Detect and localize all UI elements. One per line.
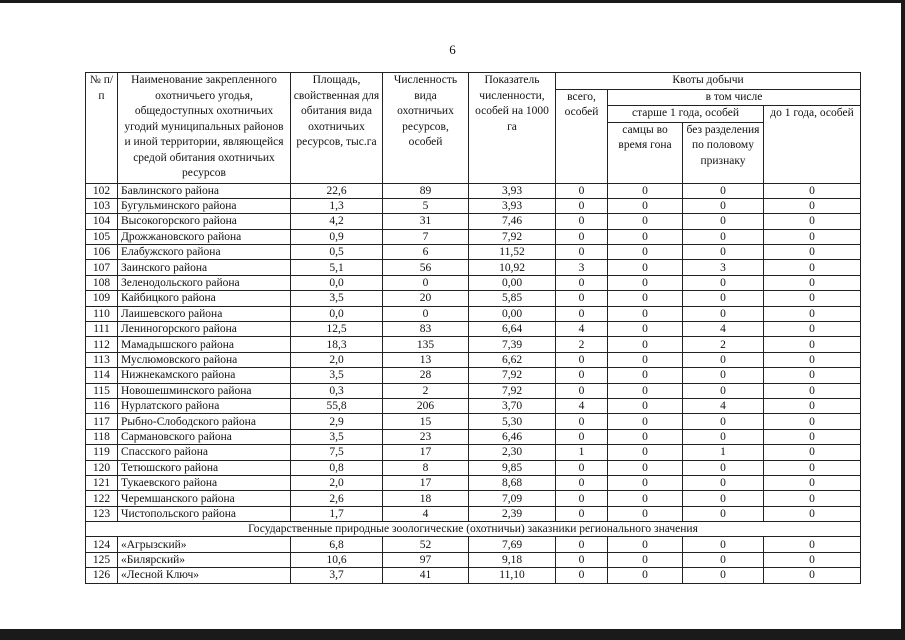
- table-body: [86, 183, 861, 583]
- table-row: [86, 214, 861, 229]
- header-num: № п/п: [86, 73, 118, 184]
- cell-name: Спасского района: [118, 445, 291, 460]
- cell-dens: 10,92: [469, 260, 556, 275]
- table-row: [86, 537, 861, 552]
- cell-total: 0: [556, 183, 608, 198]
- cell-under: 0: [764, 368, 861, 383]
- cell-n: 122: [86, 491, 118, 506]
- cell-males: 0: [608, 460, 683, 475]
- cell-n: 105: [86, 229, 118, 244]
- header-older: старше 1 года, особей: [608, 106, 764, 123]
- cell-area: 2,9: [291, 414, 383, 429]
- table-row: [86, 383, 861, 398]
- cell-area: 55,8: [291, 398, 383, 413]
- cell-area: 10,6: [291, 552, 383, 567]
- cell-nosex: 0: [683, 568, 764, 583]
- cell-area: 12,5: [291, 322, 383, 337]
- table-row: [86, 506, 861, 521]
- cell-males: 0: [608, 383, 683, 398]
- cell-dens: 0,00: [469, 306, 556, 321]
- cell-area: 5,1: [291, 260, 383, 275]
- cell-count: 31: [383, 214, 469, 229]
- cell-males: 0: [608, 260, 683, 275]
- cell-under: 0: [764, 475, 861, 490]
- cell-nosex: 0: [683, 537, 764, 552]
- header-total: всего, особей: [556, 89, 608, 183]
- cell-count: 41: [383, 568, 469, 583]
- cell-dens: 7,92: [469, 383, 556, 398]
- header-nosex: без разделения по половому признаку: [683, 122, 764, 183]
- cell-males: 0: [608, 198, 683, 213]
- table-row: [86, 260, 861, 275]
- cell-nosex: 0: [683, 229, 764, 244]
- cell-n: 118: [86, 429, 118, 444]
- cell-name: «Лесной Ключ»: [118, 568, 291, 583]
- scan-edge-bottom: [0, 629, 905, 640]
- cell-total: 0: [556, 383, 608, 398]
- cell-count: 6: [383, 245, 469, 260]
- cell-under: 0: [764, 198, 861, 213]
- cell-n: 110: [86, 306, 118, 321]
- cell-nosex: 0: [683, 429, 764, 444]
- cell-nosex: 0: [683, 306, 764, 321]
- cell-total: 0: [556, 245, 608, 260]
- cell-count: 20: [383, 291, 469, 306]
- cell-n: 102: [86, 183, 118, 198]
- table-row: [86, 337, 861, 352]
- cell-name: Нижнекамского района: [118, 368, 291, 383]
- header-males: самцы во время гона: [608, 122, 683, 183]
- cell-males: 0: [608, 414, 683, 429]
- cell-males: 0: [608, 291, 683, 306]
- cell-dens: 8,68: [469, 475, 556, 490]
- cell-nosex: 0: [683, 475, 764, 490]
- cell-n: 124: [86, 537, 118, 552]
- cell-n: 123: [86, 506, 118, 521]
- cell-total: 0: [556, 368, 608, 383]
- cell-under: 0: [764, 245, 861, 260]
- cell-name: Новошешминского района: [118, 383, 291, 398]
- cell-under: 0: [764, 445, 861, 460]
- cell-total: 0: [556, 506, 608, 521]
- cell-under: 0: [764, 183, 861, 198]
- cell-count: 135: [383, 337, 469, 352]
- header-quota: Квоты добычи: [556, 73, 861, 90]
- cell-under: 0: [764, 214, 861, 229]
- cell-under: 0: [764, 491, 861, 506]
- cell-name: Бугульминского района: [118, 198, 291, 213]
- cell-total: 4: [556, 398, 608, 413]
- cell-count: 13: [383, 352, 469, 367]
- cell-name: «Агрызский»: [118, 537, 291, 552]
- cell-area: 22,6: [291, 183, 383, 198]
- cell-count: 8: [383, 460, 469, 475]
- cell-dens: 7,69: [469, 537, 556, 552]
- cell-name: Муслюмовского района: [118, 352, 291, 367]
- cell-name: Кайбицкого района: [118, 291, 291, 306]
- cell-total: 0: [556, 537, 608, 552]
- cell-under: 0: [764, 398, 861, 413]
- cell-name: Бавлинского района: [118, 183, 291, 198]
- table-row: [86, 368, 861, 383]
- cell-name: Зеленодольского района: [118, 275, 291, 290]
- cell-males: 0: [608, 552, 683, 567]
- cell-under: 0: [764, 275, 861, 290]
- cell-total: 0: [556, 414, 608, 429]
- cell-total: 3: [556, 260, 608, 275]
- cell-total: 0: [556, 568, 608, 583]
- cell-n: 108: [86, 275, 118, 290]
- cell-dens: 0,00: [469, 275, 556, 290]
- cell-nosex: 0: [683, 198, 764, 213]
- cell-nosex: 0: [683, 552, 764, 567]
- cell-dens: 3,70: [469, 398, 556, 413]
- cell-area: 3,5: [291, 429, 383, 444]
- cell-dens: 3,93: [469, 198, 556, 213]
- cell-area: 3,5: [291, 291, 383, 306]
- table-row: [86, 475, 861, 490]
- cell-dens: 6,62: [469, 352, 556, 367]
- cell-under: 0: [764, 260, 861, 275]
- table-row: [86, 398, 861, 413]
- cell-area: 0,3: [291, 383, 383, 398]
- cell-males: 0: [608, 322, 683, 337]
- cell-under: 0: [764, 306, 861, 321]
- cell-dens: 3,93: [469, 183, 556, 198]
- cell-nosex: 0: [683, 506, 764, 521]
- table-row: [86, 429, 861, 444]
- cell-total: 4: [556, 322, 608, 337]
- cell-count: 0: [383, 306, 469, 321]
- cell-name: Дрожжановского района: [118, 229, 291, 244]
- cell-count: 52: [383, 537, 469, 552]
- cell-count: 5: [383, 198, 469, 213]
- cell-count: 4: [383, 506, 469, 521]
- cell-males: 0: [608, 429, 683, 444]
- cell-dens: 5,85: [469, 291, 556, 306]
- cell-total: 0: [556, 214, 608, 229]
- cell-total: 0: [556, 275, 608, 290]
- cell-total: 1: [556, 445, 608, 460]
- cell-name: Лаишевского района: [118, 306, 291, 321]
- header-count: Численность вида охотничьих ресурсов, особей: [383, 73, 469, 184]
- cell-nosex: 0: [683, 214, 764, 229]
- cell-males: 0: [608, 306, 683, 321]
- cell-dens: 11,52: [469, 245, 556, 260]
- cell-total: 0: [556, 198, 608, 213]
- cell-area: 7,5: [291, 445, 383, 460]
- cell-males: 0: [608, 229, 683, 244]
- cell-count: 17: [383, 445, 469, 460]
- cell-under: 0: [764, 552, 861, 567]
- header-area: Площадь, свойственная для обитания вида охотничьих ресурсов, тыс.га: [291, 73, 383, 184]
- cell-name: Лениногорского района: [118, 322, 291, 337]
- cell-dens: 11,10: [469, 568, 556, 583]
- cell-nosex: 2: [683, 337, 764, 352]
- cell-total: 0: [556, 291, 608, 306]
- table-row: [86, 552, 861, 567]
- cell-area: 0,9: [291, 229, 383, 244]
- table-row: [86, 322, 861, 337]
- section-title: Государственные природные зоологические (охотничьи) заказники регионального значения: [86, 522, 861, 537]
- cell-males: 0: [608, 506, 683, 521]
- cell-name: Чистопольского района: [118, 506, 291, 521]
- cell-dens: 7,92: [469, 368, 556, 383]
- cell-dens: 5,30: [469, 414, 556, 429]
- cell-dens: 2,39: [469, 506, 556, 521]
- cell-males: 0: [608, 352, 683, 367]
- cell-dens: 9,18: [469, 552, 556, 567]
- table-row: [86, 229, 861, 244]
- cell-males: 0: [608, 275, 683, 290]
- cell-nosex: 0: [683, 460, 764, 475]
- scan-edge-right: [901, 0, 905, 640]
- cell-nosex: 4: [683, 322, 764, 337]
- cell-males: 0: [608, 568, 683, 583]
- cell-n: 125: [86, 552, 118, 567]
- cell-nosex: 0: [683, 368, 764, 383]
- cell-name: Заинского района: [118, 260, 291, 275]
- cell-under: 0: [764, 460, 861, 475]
- cell-nosex: 4: [683, 398, 764, 413]
- cell-n: 112: [86, 337, 118, 352]
- cell-area: 0,0: [291, 275, 383, 290]
- cell-name: Сармановского района: [118, 429, 291, 444]
- cell-count: 17: [383, 475, 469, 490]
- cell-area: 0,5: [291, 245, 383, 260]
- cell-area: 0,8: [291, 460, 383, 475]
- cell-males: 0: [608, 245, 683, 260]
- table-row: [86, 460, 861, 475]
- cell-total: 0: [556, 460, 608, 475]
- cell-n: 114: [86, 368, 118, 383]
- cell-area: 18,3: [291, 337, 383, 352]
- cell-name: Елабужского района: [118, 245, 291, 260]
- cell-n: 111: [86, 322, 118, 337]
- cell-area: 1,3: [291, 198, 383, 213]
- cell-total: 0: [556, 352, 608, 367]
- table-row: [86, 245, 861, 260]
- cell-area: 2,0: [291, 352, 383, 367]
- header-density: Показатель численности, особей на 1000 га: [469, 73, 556, 184]
- table-row: [86, 291, 861, 306]
- cell-name: Тетюшского района: [118, 460, 291, 475]
- cell-males: 0: [608, 368, 683, 383]
- cell-under: 0: [764, 537, 861, 552]
- cell-nosex: 3: [683, 260, 764, 275]
- cell-count: 18: [383, 491, 469, 506]
- cell-males: 0: [608, 183, 683, 198]
- cell-dens: 2,30: [469, 445, 556, 460]
- cell-count: 28: [383, 368, 469, 383]
- cell-total: 2: [556, 337, 608, 352]
- cell-total: 0: [556, 306, 608, 321]
- cell-males: 0: [608, 445, 683, 460]
- cell-males: 0: [608, 537, 683, 552]
- cell-nosex: 0: [683, 414, 764, 429]
- cell-count: 56: [383, 260, 469, 275]
- cell-area: 1,7: [291, 506, 383, 521]
- cell-count: 89: [383, 183, 469, 198]
- cell-males: 0: [608, 337, 683, 352]
- cell-dens: 7,09: [469, 491, 556, 506]
- cell-males: 0: [608, 475, 683, 490]
- cell-nosex: 1: [683, 445, 764, 460]
- cell-total: 0: [556, 552, 608, 567]
- cell-count: 2: [383, 383, 469, 398]
- cell-n: 126: [86, 568, 118, 583]
- scan-edge-top: [0, 0, 905, 3]
- cell-count: 0: [383, 275, 469, 290]
- header-including: в том числе: [608, 89, 861, 106]
- table-row: [86, 568, 861, 583]
- cell-n: 113: [86, 352, 118, 367]
- cell-name: Тукаевского района: [118, 475, 291, 490]
- cell-n: 106: [86, 245, 118, 260]
- cell-males: 0: [608, 491, 683, 506]
- cell-total: 0: [556, 491, 608, 506]
- cell-name: Черемшанского района: [118, 491, 291, 506]
- table-row: [86, 491, 861, 506]
- cell-n: 119: [86, 445, 118, 460]
- header-under: до 1 года, особей: [764, 106, 861, 184]
- cell-name: «Билярский»: [118, 552, 291, 567]
- table-row: [86, 414, 861, 429]
- cell-nosex: 0: [683, 275, 764, 290]
- section-row: [86, 522, 861, 537]
- cell-n: 116: [86, 398, 118, 413]
- cell-dens: 6,64: [469, 322, 556, 337]
- cell-under: 0: [764, 322, 861, 337]
- cell-nosex: 0: [683, 352, 764, 367]
- cell-count: 83: [383, 322, 469, 337]
- cell-name: Рыбно-Слободского района: [118, 414, 291, 429]
- table-header: [86, 73, 861, 184]
- cell-dens: 7,39: [469, 337, 556, 352]
- cell-area: 3,5: [291, 368, 383, 383]
- cell-name: Нурлатского района: [118, 398, 291, 413]
- table-row: [86, 198, 861, 213]
- cell-under: 0: [764, 229, 861, 244]
- table-row: [86, 306, 861, 321]
- cell-dens: 9,85: [469, 460, 556, 475]
- cell-n: 120: [86, 460, 118, 475]
- cell-under: 0: [764, 506, 861, 521]
- cell-nosex: 0: [683, 383, 764, 398]
- cell-males: 0: [608, 398, 683, 413]
- cell-n: 121: [86, 475, 118, 490]
- cell-nosex: 0: [683, 491, 764, 506]
- cell-nosex: 0: [683, 183, 764, 198]
- cell-area: 0,0: [291, 306, 383, 321]
- cell-count: 206: [383, 398, 469, 413]
- cell-nosex: 0: [683, 245, 764, 260]
- cell-under: 0: [764, 337, 861, 352]
- cell-name: Мамадышского района: [118, 337, 291, 352]
- cell-dens: 6,46: [469, 429, 556, 444]
- cell-n: 103: [86, 198, 118, 213]
- cell-under: 0: [764, 291, 861, 306]
- table-row: [86, 275, 861, 290]
- cell-area: 2,0: [291, 475, 383, 490]
- cell-area: 3,7: [291, 568, 383, 583]
- header-name: Наименование закрепленного охотничьего угодья, общедоступных охотничьих угодий муниципальных районов и иной территории, являющейся средой обитания охотничьих ресурсов: [118, 73, 291, 184]
- cell-area: 6,8: [291, 537, 383, 552]
- cell-name: Высокогорского района: [118, 214, 291, 229]
- cell-count: 23: [383, 429, 469, 444]
- cell-total: 0: [556, 429, 608, 444]
- cell-n: 117: [86, 414, 118, 429]
- cell-total: 0: [556, 475, 608, 490]
- cell-total: 0: [556, 229, 608, 244]
- table-row: [86, 445, 861, 460]
- cell-count: 97: [383, 552, 469, 567]
- cell-count: 15: [383, 414, 469, 429]
- cell-under: 0: [764, 429, 861, 444]
- cell-n: 107: [86, 260, 118, 275]
- table-row: [86, 352, 861, 367]
- cell-count: 7: [383, 229, 469, 244]
- cell-n: 109: [86, 291, 118, 306]
- cell-nosex: 0: [683, 291, 764, 306]
- cell-under: 0: [764, 568, 861, 583]
- table-row: [86, 183, 861, 198]
- cell-n: 115: [86, 383, 118, 398]
- cell-dens: 7,92: [469, 229, 556, 244]
- cell-under: 0: [764, 414, 861, 429]
- cell-under: 0: [764, 352, 861, 367]
- quota-table: [85, 72, 861, 584]
- cell-dens: 7,46: [469, 214, 556, 229]
- cell-under: 0: [764, 383, 861, 398]
- cell-n: 104: [86, 214, 118, 229]
- cell-area: 4,2: [291, 214, 383, 229]
- cell-males: 0: [608, 214, 683, 229]
- page-number: 6: [449, 42, 456, 57]
- cell-area: 2,6: [291, 491, 383, 506]
